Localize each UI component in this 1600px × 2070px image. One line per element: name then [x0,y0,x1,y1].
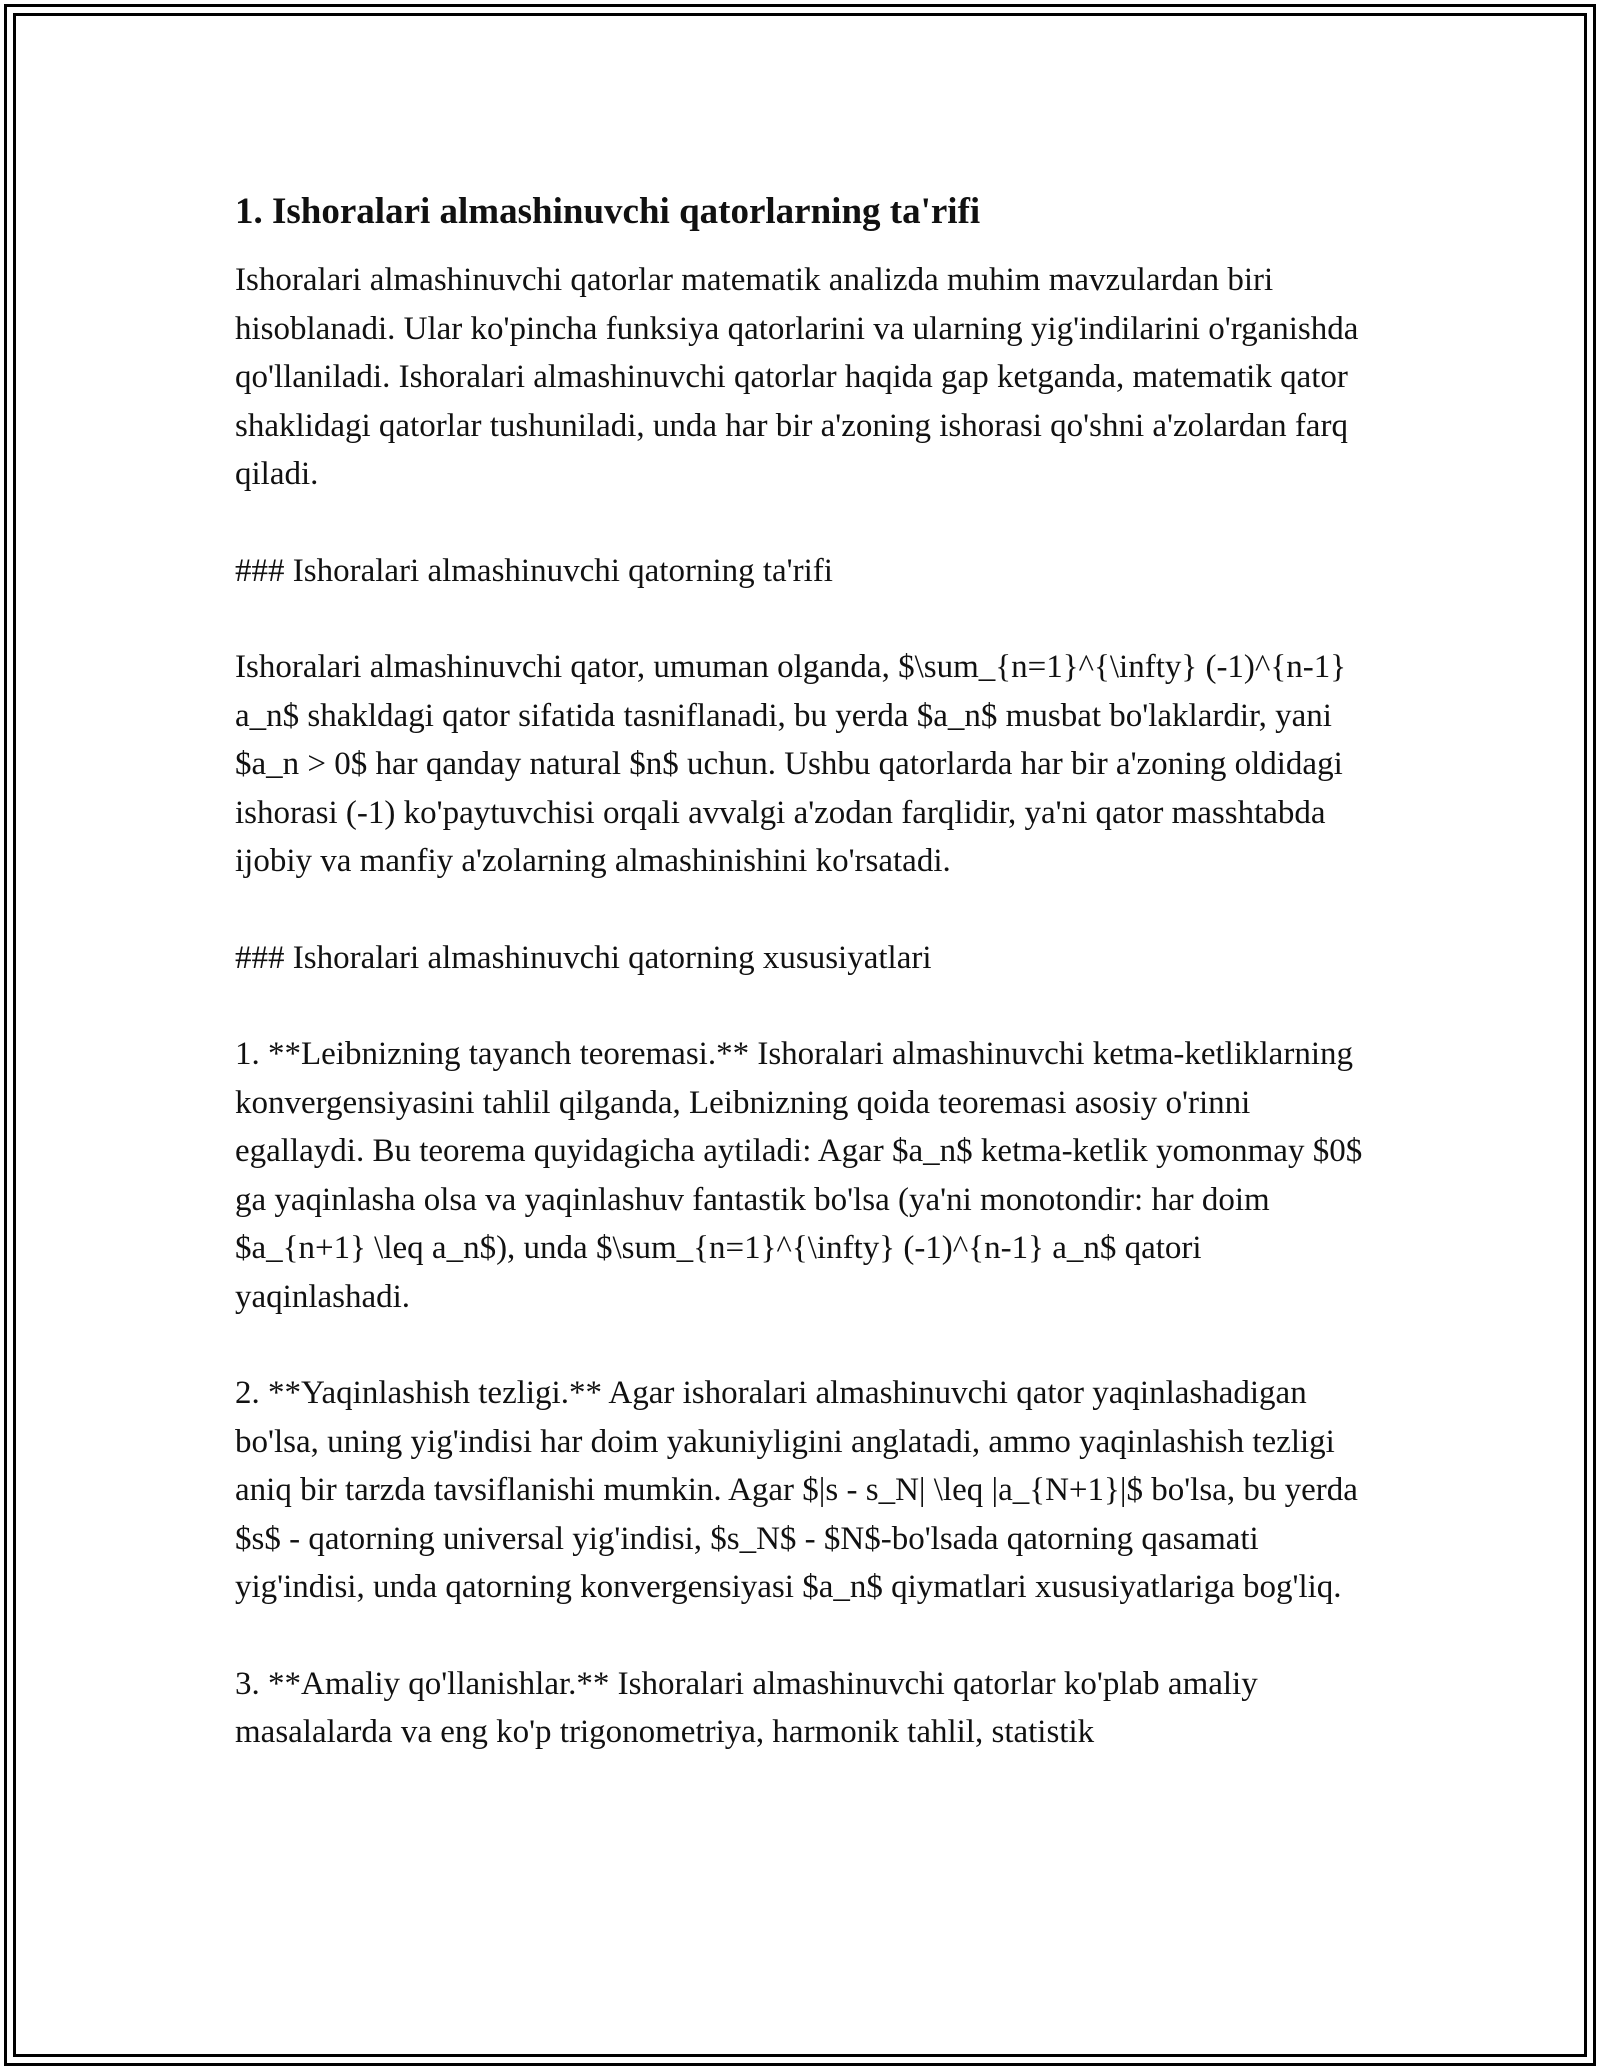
list-item-applications: 3. **Amaliy qo'llanishlar.** Ishoralari almashinuvchi qatorlar ko'plab amaliy masalalarda va eng ko'p trigonometriya, harmonik tahlil, statistik [235,1665,1258,1750]
paragraph-definition: Ishoralari almashinuvchi qator, umuman olganda, $\sum_{n=1}^{\infty} (-1)^{n-1} a_n$ shakldagi qator sifatida tasniflanadi, bu yerda $a_n$ musbat bo'laklardir, yani $a_n > 0$ har qanday natural $n$ uchun. Ushbu qatorlarda har bir a'zoning oldidagi ishorasi (-1) ko'paytuvchisi orqali avvalgi a'zodan farqlidir, ya'ni qator masshtabda ijobiy va manfiy a'zolarning almashinishini ko'rsatadi. [235,649,1347,879]
paragraph-intro: Ishoralari almashinuvchi qatorlar matematik analizda muhim mavzulardan biri hisoblanadi. Ular ko'pincha funksiya qatorlarini va ularning yig'indilarini o'rganishda qo'llaniladi. Ishoralari almashinuvchi qatorlar haqida gap ketganda, matematik qator shaklidagi qatorlar tushuniladi, unda har bir a'zoning ishorasi qo'shni a'zolardan farq qiladi. [235,262,1359,492]
document-body [235,188,1365,1805]
subheading-definition: ### Ishoralari almashinuvchi qatorning ta'rifi [235,552,833,589]
document-title: 1. Ishoralari almashinuvchi qatorlarning ta'rifi [235,191,981,232]
list-item-convergence-speed: 2. **Yaqinlashish tezligi.** Agar ishoralari almashinuvchi qator yaqinlashadigan bo'lsa, uning yig'indisi har doim yakuniyligini anglatadi, ammo yaqinlashish tezligi aniq bir tarzda tavsiflanishi mumkin. Agar $|s - s_N| \leq |a_{N+1}|$ bo'lsa, bu yerda $s$ - qatorning universal yig'indisi, $s_N$ - $N$-bo'lsada qatorning qasamati yig'indisi, unda qatorning konvergensiyasi $a_n$ qiymatlari xususiyatlariga bog'liq. [235,1375,1358,1605]
list-item-leibniz: 1. **Leibnizning tayanch teoremasi.** Ishoralari almashinuvchi ketma-ketliklarning konvergensiyasini tahlil qilganda, Leibnizning qoida teoremasi asosiy o'rinni egallaydi. Bu teorema quyidagicha aytiladi: Agar $a_n$ ketma-ketlik yomonmay $0$ ga yaqinlasha olsa va yaqinlashuv fantastik bo'lsa (ya'ni monotondir: har doim $a_{n+1} \leq a_n$), unda $\sum_{n=1}^{\infty} (-1)^{n-1} a_n$ qatori yaqinlashadi. [235,1036,1363,1315]
subheading-properties: ### Ishoralari almashinuvchi qatorning xususiyatlari [235,939,932,976]
